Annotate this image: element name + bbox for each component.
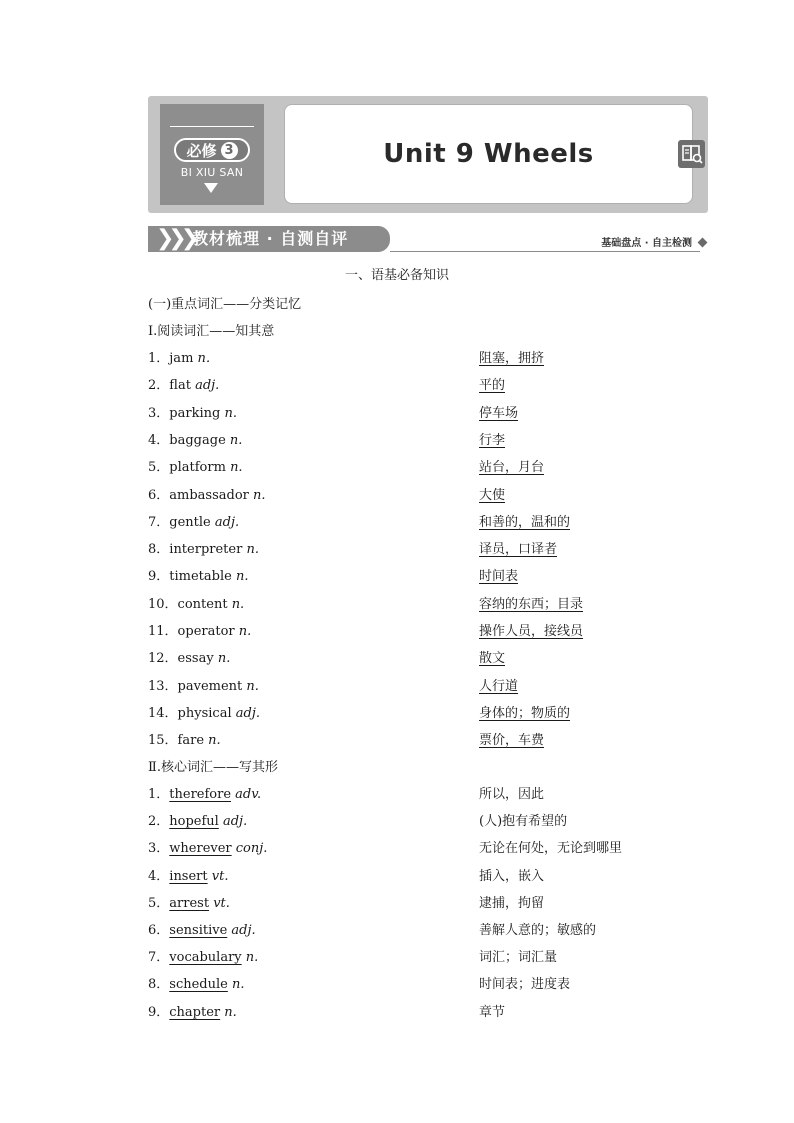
part-of-speech: n. — [229, 432, 243, 448]
vocab-entry — [148, 538, 259, 557]
part-of-speech: vt. — [211, 868, 229, 884]
vocab-word: physical — [177, 705, 232, 721]
vocab-word: pavement — [177, 678, 243, 694]
vocab-meaning: 词汇；词汇量 — [479, 950, 558, 966]
vocab-entry — [148, 783, 261, 802]
part-of-speech: n. — [246, 678, 259, 694]
part-of-speech: n. — [253, 487, 266, 503]
vocab-meaning: 时间表 — [479, 569, 519, 585]
part-of-speech: conj. — [235, 841, 268, 857]
vocab-row — [148, 973, 708, 993]
item-number: 7． — [148, 514, 170, 530]
vocab-row — [148, 729, 708, 749]
vocab-word: parking — [169, 405, 221, 421]
vocab-meaning: 和善的，温和的 — [479, 514, 571, 530]
band-rule — [390, 251, 700, 252]
vocab-meaning: 插入，嵌入 — [479, 868, 545, 884]
item-number: 12． — [148, 651, 178, 667]
vocab-word: ambassador — [169, 487, 249, 503]
vocab-entry — [148, 620, 251, 639]
vocab-entry — [148, 565, 249, 584]
vocab-entry — [148, 973, 245, 992]
part-2-title: Ⅱ.核心词汇——写其形 — [148, 760, 278, 775]
vocab-meaning: 无论在何处，无论到哪里 — [479, 841, 623, 857]
part-of-speech: n. — [217, 651, 231, 667]
book-icon — [678, 140, 705, 168]
vocab-entry — [148, 702, 260, 721]
vocab-row — [148, 456, 708, 476]
vocab-row — [148, 647, 708, 667]
band-left-label: 教材梳理 · 自测自评 — [192, 229, 349, 248]
part-of-speech: adj. — [214, 514, 240, 530]
part-of-speech: n. — [232, 977, 245, 993]
vocab-entry — [148, 919, 256, 938]
vocab-meaning: 人行道 — [479, 678, 519, 694]
item-number: 15． — [148, 733, 178, 749]
badge-pill — [174, 138, 250, 162]
vocab-entry — [148, 892, 230, 911]
vocab-word: wherever — [169, 841, 232, 857]
item-number: 7． — [148, 950, 170, 966]
item-number: 10． — [148, 596, 178, 612]
vocab-entry — [148, 593, 244, 612]
vocab-row — [148, 837, 708, 857]
vocab-meaning: 身体的；物质的 — [479, 705, 571, 721]
vocab-entry — [148, 810, 247, 829]
band-label — [148, 226, 390, 252]
part-of-speech: adj. — [235, 705, 260, 721]
vocab-meaning: 散文 — [479, 651, 506, 667]
vocab-word: timetable — [169, 569, 232, 585]
vocab-row — [148, 865, 708, 885]
item-number: 5． — [148, 460, 170, 476]
vocab-row — [148, 374, 708, 394]
part-of-speech: n. — [224, 1004, 237, 1020]
vocab-word: vocabulary — [169, 950, 242, 966]
vocab-row — [148, 565, 708, 585]
vocab-row — [148, 783, 708, 803]
item-number: 4． — [148, 432, 170, 448]
vocab-word: jam — [169, 351, 194, 366]
vocab-entry — [148, 675, 259, 694]
vocab-meaning: 平的 — [479, 378, 506, 394]
vocab-word: essay — [177, 651, 214, 667]
part-of-speech: adv. — [235, 787, 262, 802]
vocab-entry — [148, 647, 230, 666]
vocab-meaning: 善解人意的；敏感的 — [479, 923, 597, 938]
vocab-row — [148, 402, 708, 422]
part-of-speech: n. — [238, 624, 252, 639]
item-number: 8． — [148, 542, 170, 558]
vocab-word: sensitive — [169, 923, 228, 938]
item-number: 3． — [148, 405, 170, 421]
item-number: 2． — [148, 378, 170, 394]
vocab-meaning: 阻塞，拥挤 — [479, 351, 545, 366]
vocab-row — [148, 593, 708, 613]
vocab-meaning: 章节 — [479, 1004, 506, 1020]
vocab-row — [148, 810, 708, 830]
part-of-speech: n. — [246, 542, 259, 558]
vocab-word: arrest — [169, 895, 210, 911]
badge-number: 3 — [221, 142, 238, 159]
item-number: 1． — [148, 787, 170, 802]
vocab-row — [148, 538, 708, 558]
vocab-word: schedule — [169, 977, 228, 993]
vocab-row — [148, 347, 708, 367]
part-of-speech: adj. — [231, 923, 256, 938]
item-number: 9． — [148, 569, 170, 585]
unit-title: Unit 9 Wheels — [383, 139, 594, 169]
vocab-entry — [148, 456, 243, 475]
vocab-entry — [148, 374, 219, 393]
vocab-meaning: 容纳的东西；目录 — [479, 596, 584, 612]
vocab-row — [148, 675, 708, 695]
unit-header — [148, 96, 708, 213]
vocab-entry — [148, 511, 239, 530]
vocab-word: therefore — [169, 787, 232, 802]
vocab-meaning: 停车场 — [479, 405, 519, 421]
book-icon-graphic — [678, 140, 705, 168]
item-number: 11． — [148, 624, 178, 639]
vocab-meaning: 逮捕，拘留 — [479, 895, 545, 911]
triangle-down-icon — [204, 183, 218, 193]
vocab-meaning: 大使 — [479, 487, 506, 503]
item-number: 9． — [148, 1004, 170, 1020]
item-number: 6． — [148, 923, 170, 938]
part-of-speech: n. — [231, 596, 245, 612]
part-of-speech: n. — [230, 460, 243, 476]
vocab-word: insert — [169, 868, 208, 884]
vocab-row — [148, 946, 708, 966]
vocab-row — [148, 702, 708, 722]
vocab-row — [148, 511, 708, 531]
subsection-title: (一)重点词汇——分类记忆 — [148, 297, 302, 312]
badge-divider — [170, 126, 254, 127]
vocab-word: fare — [177, 733, 205, 749]
vocab-word: hopeful — [169, 814, 219, 830]
part-of-speech: n. — [224, 405, 237, 421]
item-number: 8． — [148, 977, 170, 993]
vocab-entry — [148, 946, 258, 965]
volume-badge — [160, 104, 264, 205]
vocab-entry — [148, 837, 267, 856]
vocab-meaning: (人)抱有希望的 — [479, 814, 568, 830]
vocab-word: gentle — [169, 514, 211, 530]
vocab-meaning: 时间表；进度表 — [479, 977, 571, 993]
item-number: 1． — [148, 351, 170, 366]
vocab-row — [148, 620, 708, 640]
band-right-label: 基础盘点 · 自主检测 — [601, 238, 692, 249]
vocab-word: content — [177, 596, 228, 612]
part-1-title: Ⅰ.阅读词汇——知其意 — [148, 324, 275, 339]
section-title: 一、语基必备知识 — [344, 268, 449, 283]
vocab-meaning: 译员，口译者 — [479, 542, 558, 558]
part-of-speech: n. — [235, 569, 249, 585]
item-number: 14． — [148, 705, 178, 721]
vocab-meaning: 票价，车费 — [479, 733, 545, 749]
title-panel — [284, 104, 693, 204]
badge-subtitle: BI XIU SAN — [180, 166, 244, 179]
vocab-row — [148, 429, 708, 449]
vocab-word: flat — [169, 378, 191, 394]
vocab-word: interpreter — [169, 542, 243, 558]
part-of-speech: n. — [208, 733, 221, 749]
item-number: 2． — [148, 814, 170, 830]
vocab-word: operator — [177, 624, 235, 639]
section-band — [148, 226, 708, 254]
vocab-row — [148, 892, 708, 912]
vocab-row — [148, 919, 708, 939]
vocab-word: platform — [169, 460, 226, 476]
vocab-meaning: 行李 — [479, 432, 506, 448]
chevron-right-icon: ❯❯❯ — [156, 226, 194, 251]
part-of-speech: vt. — [213, 895, 230, 911]
part-of-speech: n. — [245, 950, 259, 966]
part-of-speech: n． — [197, 351, 219, 366]
vocab-meaning: 操作人员，接线员 — [479, 624, 584, 639]
vocab-meaning: 站台，月台 — [479, 460, 545, 476]
item-number: 4． — [148, 868, 170, 884]
vocab-meaning: 所以，因此 — [479, 787, 545, 802]
vocab-word: chapter — [169, 1004, 221, 1020]
vocab-entry — [148, 1001, 237, 1020]
vocab-row — [148, 484, 708, 504]
part-of-speech: adj. — [195, 378, 220, 394]
vocab-entry — [148, 402, 237, 421]
vocab-word: baggage — [169, 432, 226, 448]
vocab-entry — [148, 429, 242, 448]
item-number: 6． — [148, 487, 170, 503]
vocab-entry — [148, 484, 266, 503]
badge-text: 必修 — [186, 141, 217, 160]
item-number: 5． — [148, 895, 170, 911]
diamond-icon — [698, 238, 708, 248]
vocab-row — [148, 1001, 708, 1021]
vocab-entry — [148, 865, 228, 884]
vocab-entry — [148, 347, 219, 366]
part-of-speech: adj. — [222, 814, 248, 830]
item-number: 3． — [148, 841, 170, 857]
vocab-entry — [148, 729, 221, 748]
item-number: 13． — [148, 678, 178, 694]
